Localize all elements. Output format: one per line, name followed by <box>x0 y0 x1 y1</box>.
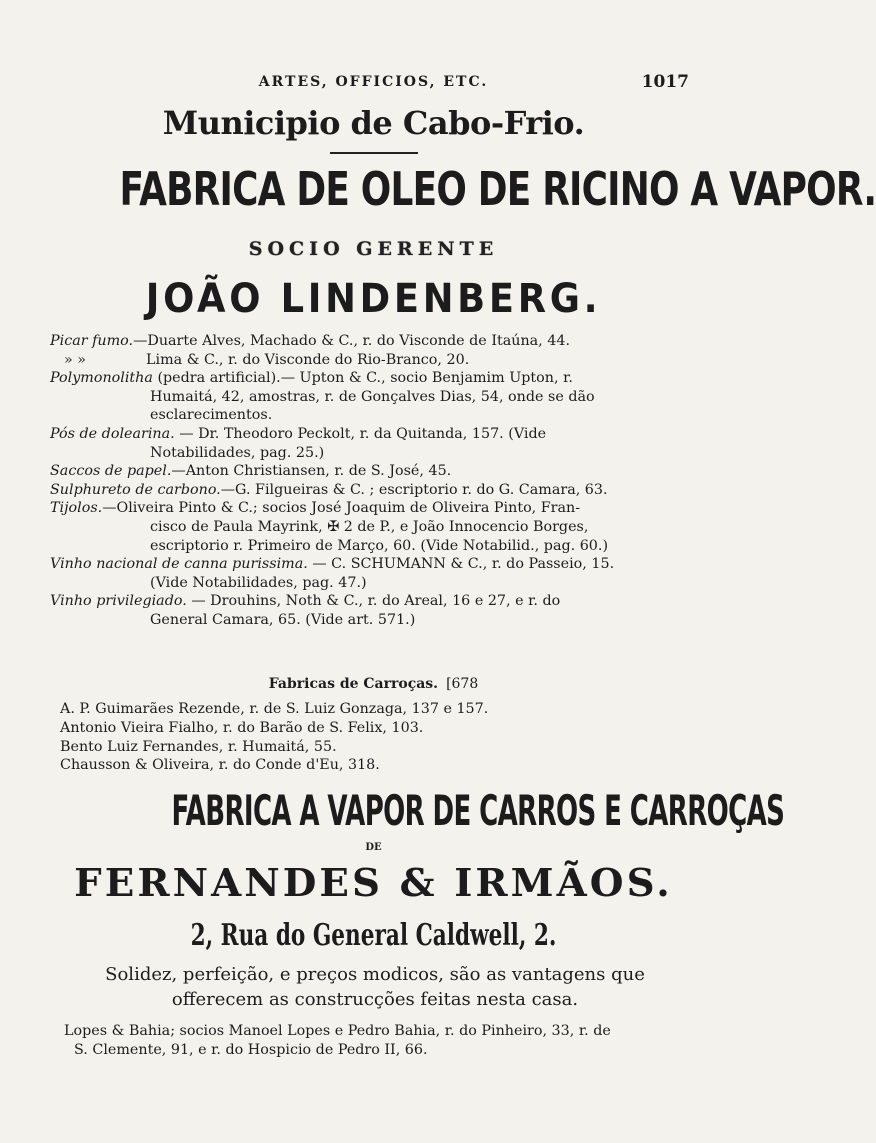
carrocas-heading <box>0 676 747 692</box>
list-item <box>50 425 700 462</box>
entry-label: Tijolos. <box>50 500 103 517</box>
ad-firm-fernandes-irmaos: FERNANDES & IRMÃOS. <box>74 860 673 905</box>
entry-label: Picar fumo. <box>50 333 134 349</box>
entry-list <box>50 332 700 630</box>
ad-subtitle-socio-gerente: SOCIO GERENTE <box>248 238 499 260</box>
entry-label: Vinho nacional de canna purissima. <box>50 556 308 573</box>
entry-continuation: Notabilidades, pag. 25.) <box>150 444 325 461</box>
entry-continuation: Humaitá, 42, amostras, r. de Gonçalves Dias, 54, onde se dão <box>150 388 595 405</box>
entry-label: » » <box>64 351 87 368</box>
entry-text: (pedra artificial).— Upton & C., socio Benjamim Upton, r. <box>157 370 573 387</box>
list-item <box>50 499 700 555</box>
list-item: Antonio Vieira Fialho, r. do Barão de S. Felix, 103. <box>60 719 424 736</box>
entry-text: — C. SCHUMANN & C., r. do Passeio, 15. <box>312 556 615 573</box>
ad-title-oleo-ricino: FABRICA DE OLEO DE RICINO A VAPOR. <box>119 162 876 216</box>
entry-text: —G. Filgueiras & C. ; escriptorio r. do G. Camara, 63. <box>220 481 608 498</box>
entry-text: — Dr. Theodoro Peckolt, r. da Quitanda, 157. (Vide <box>179 425 547 442</box>
list-item: A. P. Guimarães Rezende, r. de S. Luiz Gonzaga, 137 e 157. <box>60 701 489 717</box>
entry-continuation: General Camara, 65. (Vide art. 571.) <box>150 611 416 628</box>
entry-label: Pós de dolearina. <box>50 425 175 442</box>
entry-label: Saccos de papel. <box>50 463 172 480</box>
entry-continuation: (Vide Notabilidades, pag. 47.) <box>150 574 367 591</box>
entry-line: Lopes & Bahia; socios Manoel Lopes e Pedro Bahia, r. do Pinheiro, 33, r. de <box>64 1023 611 1039</box>
entry-text: Lima & C., r. do Visconde do Rio-Branco, 20. <box>146 351 470 368</box>
carrocas-heading-text: Fabricas de Carroças. <box>268 676 439 692</box>
entry-continuation: esclarecimentos. <box>150 407 273 424</box>
list-item <box>50 332 700 351</box>
carrocas-number: [678 <box>446 676 479 692</box>
ad-title-carros-carrocas: FABRICA A VAPOR DE CARROS E CARROÇAS <box>171 786 785 835</box>
entry-text: —Duarte Alves, Machado & C., r. do Visconde de Itaúna, 44. <box>133 333 570 349</box>
entry-label: Polymonolitha <box>50 370 153 387</box>
entry-line: S. Clemente, 91, e r. do Hospicio de Pedro II, 66. <box>74 1042 428 1058</box>
entry-label: Sulphureto de carbono. <box>50 481 221 498</box>
lopes-bahia-entry <box>64 1022 704 1060</box>
list-item <box>50 481 700 500</box>
page-number: 1017 <box>641 72 689 92</box>
ad-name-joao-lindenberg: JOÃO LINDENBERG. <box>145 276 602 322</box>
list-item <box>50 555 700 592</box>
list-item <box>50 592 700 629</box>
ad-slogan-line: Solidez, perfeição, e preços modicos, são as vantagens que <box>105 964 645 985</box>
ad-slogan-line: offerecem as construcções feitas nesta casa. <box>171 989 579 1010</box>
list-item <box>50 369 700 425</box>
entry-label: Vinho privilegiado. <box>50 593 187 610</box>
list-item: Chausson & Oliveira, r. do Conde d'Eu, 318. <box>60 757 380 774</box>
entry-text: —Anton Christiansen, r. de S. José, 45. <box>171 463 452 480</box>
ad-address: 2, Rua do General Caldwell, 2. <box>190 918 557 953</box>
entry-continuation: cisco de Paula Mayrink, ✠ 2 de P., e João Innocencio Borges, <box>150 518 589 535</box>
carrocas-list <box>60 700 700 775</box>
entry-text: — Drouhins, Noth & C., r. do Areal, 16 e 27, e r. do <box>191 593 561 610</box>
entry-text: —Oliveira Pinto & C.; socios José Joaquim de Oliveira Pinto, Fran- <box>102 500 581 517</box>
list-item: Bento Luiz Fernandes, r. Humaitá, 55. <box>60 738 337 755</box>
ad-slogan <box>60 962 690 1012</box>
divider-rule <box>330 152 418 154</box>
ad-connector-de: DE <box>365 842 382 853</box>
list-item <box>50 351 700 370</box>
section-title: Municipio de Cabo-Frio. <box>162 104 585 142</box>
entry-continuation: escriptorio r. Primeiro de Março, 60. (Vide Notabilid., pag. 60.) <box>150 537 609 554</box>
running-title: ARTES, OFFICIOS, ETC. <box>258 74 489 90</box>
list-item <box>50 462 700 481</box>
page-header <box>0 72 747 96</box>
